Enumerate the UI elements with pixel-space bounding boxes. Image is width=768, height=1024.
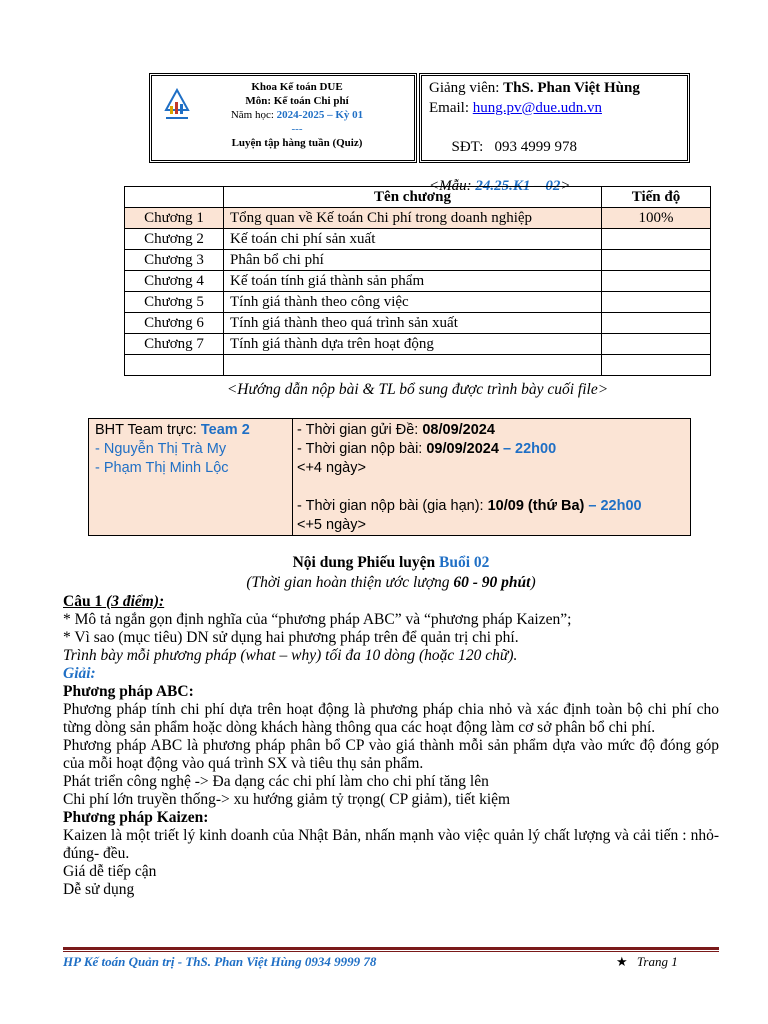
faculty-name: Khoa Kế toán DUE: [251, 81, 343, 93]
chapter-name-cell: Tính giá thành theo quá trình sản xuất: [224, 313, 602, 334]
progress-cell: [602, 250, 711, 271]
footer-rule: [63, 951, 719, 952]
footer-course-text: HP Kế toán Quản trị - ThS. Phan Việt Hùng 0934 9999 78: [63, 954, 377, 969]
team-deadline-box: [88, 418, 691, 536]
chapter-cell: Chương 3: [125, 250, 224, 271]
question-1-block: [63, 593, 719, 899]
progress-cell: [602, 229, 711, 250]
abc-paragraph: Phương pháp ABC là phương pháp phân bổ CP vào giá thành mỗi sản phẩm dựa vào mức độ đóng góp của mỗi hoạt động vào quá trình SX và tiêu thụ sản phẩm.: [63, 737, 719, 772]
table-row: [125, 229, 711, 250]
content-subtitle: (Thời gian hoàn thiện ước lượng 60 - 90 phút): [246, 574, 536, 591]
table-header-cell: [125, 187, 224, 208]
header-separator: ---: [291, 123, 303, 135]
abc-paragraph: Chi phí lớn truyền thống-> xu hướng giảm tỷ trọng( CP giảm), tiết kiệm: [63, 791, 511, 808]
extended-time-line: - Thời gian nộp bài (gia hạn): 10/09 (thứ Ba) – 22h00: [297, 498, 642, 514]
table-row: [125, 250, 711, 271]
table-header-cell: Tên chương: [224, 187, 602, 208]
submit-time-line: - Thời gian nộp bài: 09/09/2024 – 22h00: [297, 441, 557, 457]
abc-paragraph: Phát triển công nghệ -> Đa dạng các chi phí làm cho chi phí tăng lên: [63, 773, 489, 790]
abc-heading: Phương pháp ABC:: [63, 683, 194, 700]
team-line: BHT Team trực: Team 2: [95, 422, 250, 438]
kaizen-paragraph: Dễ sử dụng: [63, 881, 135, 898]
send-time-line: - Thời gian gửi Đề: 08/09/2024: [297, 422, 495, 438]
email-line: Email: hung.pv@due.udn.vn: [429, 99, 602, 116]
question-1-bullet: * Mô tả ngắn gọn định nghĩa của “phương pháp ABC” và “phương pháp Kaizen”;: [63, 611, 572, 628]
kaizen-paragraph: Kaizen là một triết lý kinh doanh của Nhật Bản, nhấn mạnh vào việc quản lý chất lượng và cải tiến : nhỏ- đúng- đều.: [63, 827, 719, 862]
question-1-instruction: Trình bày mỗi phương pháp (what – why) tối đa 10 dòng (hoặc 120 chữ).: [63, 647, 518, 664]
content-title: Nội dung Phiếu luyện Buổi 02: [292, 554, 490, 571]
answer-label: Giải:: [63, 665, 96, 682]
table-row: [125, 355, 711, 376]
chapter-name-cell: Kế toán chi phí sản xuất: [224, 229, 602, 250]
phone-line: SĐT: 093 4999 978: [451, 138, 578, 155]
table-row: [125, 271, 711, 292]
table-header-row: [125, 187, 711, 208]
star-icon: ★: [616, 954, 628, 969]
progress-cell: 100%: [602, 208, 711, 229]
spacer: [297, 478, 642, 497]
chapter-cell: Chương 1: [125, 208, 224, 229]
team-member: - Nguyễn Thị Trà My: [95, 441, 227, 457]
table-row: [125, 313, 711, 334]
lecturer-line: Giảng viên: ThS. Phan Việt Hùng: [429, 80, 640, 96]
table-note: <Hướng dẫn nộp bài & TL bổ sung được trình bày cuối file>: [226, 381, 609, 398]
team-member: - Phạm Thị Minh Lộc: [95, 460, 229, 476]
footer-page-number: ★ Trang 1: [616, 954, 678, 969]
chapter-name-cell: [224, 355, 602, 376]
kaizen-paragraph: Giá dễ tiếp cận: [63, 863, 157, 880]
chapter-name-cell: Phân bổ chi phí: [224, 250, 602, 271]
chapter-name-cell: Tính giá thành theo công việc: [224, 292, 602, 313]
footer-rule: [63, 947, 719, 950]
extended-time-note: <+5 ngày>: [297, 517, 366, 533]
question-1-label: Câu 1 (3 điểm):: [63, 593, 165, 610]
progress-cell: [602, 271, 711, 292]
table-row: [125, 334, 711, 355]
email-link[interactable]: hung.pv@due.udn.vn: [472, 99, 602, 116]
question-1-bullet: * Vì sao (mục tiêu) DN sử dụng hai phương pháp trên để quản trị chi phí.: [63, 629, 519, 646]
chapter-cell: Chương 7: [125, 334, 224, 355]
table-header-cell: Tiến độ: [602, 187, 711, 208]
table-row: [125, 292, 711, 313]
quiz-title: Luyện tập hàng tuần (Quiz): [231, 137, 363, 149]
header-lecturer-box: [419, 73, 690, 194]
chapter-progress-table: [124, 186, 711, 376]
header-course-box: [149, 73, 417, 163]
progress-cell: [602, 313, 711, 334]
chapter-cell: Chương 4: [125, 271, 224, 292]
abc-paragraph: Phương pháp tính chi phí dựa trên hoạt động là phương pháp chia nhỏ và xác định toàn bộ chi phí cho từng dòng sản phẩm hoặc dòng khách hàng thông qua các hoạt động làm cơ sở phân bổ chi phí.: [63, 701, 719, 736]
chapter-cell: Chương 6: [125, 313, 224, 334]
kaizen-heading: Phương pháp Kaizen:: [63, 809, 209, 826]
progress-cell: [602, 355, 711, 376]
progress-cell: [602, 334, 711, 355]
subject-name: Môn: Kế toán Chi phí: [245, 95, 349, 107]
chapter-name-cell: Tổng quan về Kế toán Chi phí trong doanh nghiệp: [224, 208, 602, 229]
chapter-cell: [125, 355, 224, 376]
chapter-name-cell: Tính giá thành dựa trên hoạt động: [224, 334, 602, 355]
academic-year: Năm học: 2024-2025 – Kỳ 01: [230, 109, 364, 121]
template-code: <Mẫu: 24.25.K1 – 02>: [429, 177, 571, 194]
progress-cell: [602, 292, 711, 313]
table-row: [125, 208, 711, 229]
submit-time-note: <+4 ngày>: [297, 460, 366, 476]
chapter-name-cell: Kế toán tính giá thành sản phẩm: [224, 271, 602, 292]
team-column: [89, 419, 293, 535]
deadline-column: [297, 421, 642, 535]
chapter-cell: Chương 2: [125, 229, 224, 250]
chapter-cell: Chương 5: [125, 292, 224, 313]
